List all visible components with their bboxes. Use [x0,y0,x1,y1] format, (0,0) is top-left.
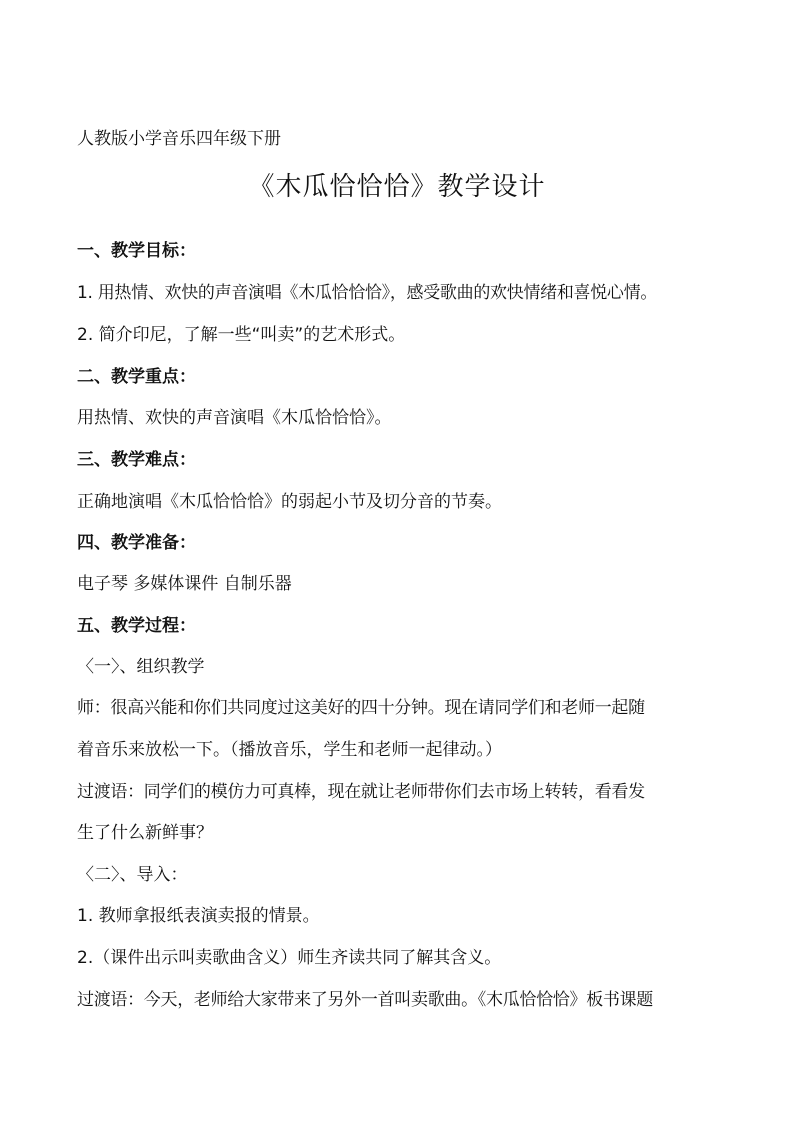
section-heading-key-points: 二、教学重点： [77,367,196,387]
process-subheading-1: 〈一〉、组织教学 [77,657,205,677]
paragraph-line: 1. 教师拿报纸表演卖报的情景。 [77,906,320,926]
section-heading-preparation: 四、教学准备： [77,533,196,553]
key-points-text: 用热情、欢快的声音演唱《木瓜恰恰恰》。 [77,408,392,428]
section-heading-difficulties: 三、教学难点： [77,450,196,470]
difficulties-text: 正确地演唱《木瓜恰恰恰》的弱起小节及切分音的节奏。 [77,492,502,512]
objective-item-2: 2. 简介印尼，了解一些“叫卖”的艺术形式。 [77,325,406,345]
document-title: 《木瓜恰恰恰》教学设计 [248,172,546,202]
objective-item-1: 1. 用热情、欢快的声音演唱《木瓜恰恰恰》，感受歌曲的欢快情绪和喜悦心情。 [77,283,658,303]
paragraph-line: 着音乐来放松一下。（播放音乐，学生和老师一起律动。） [77,740,502,760]
paragraph-line: 过渡语：同学们的模仿力可真棒，现在就让老师带你们去市场上转转，看看发 [77,782,645,802]
document-subject: 人教版小学音乐四年级下册 [77,129,281,149]
paragraph-line: 师：很高兴能和你们共同度过这美好的四十分钟。现在请同学们和老师一起随 [77,698,645,718]
section-heading-process: 五、教学过程： [77,616,196,636]
preparation-text: 电子琴 多媒体课件 自制乐器 [77,574,292,594]
process-subheading-2: 〈二〉、导入： [77,865,188,885]
paragraph-line: 过渡语：今天，老师给大家带来了另外一首叫卖歌曲。《木瓜恰恰恰》板书课题 [77,990,653,1010]
paragraph-line: 生了什么新鲜事？ [77,823,213,843]
paragraph-line: 2.（课件出示叫卖歌曲含义）师生齐读共同了解其含义。 [77,948,502,968]
section-heading-objectives: 一、教学目标： [77,241,196,261]
